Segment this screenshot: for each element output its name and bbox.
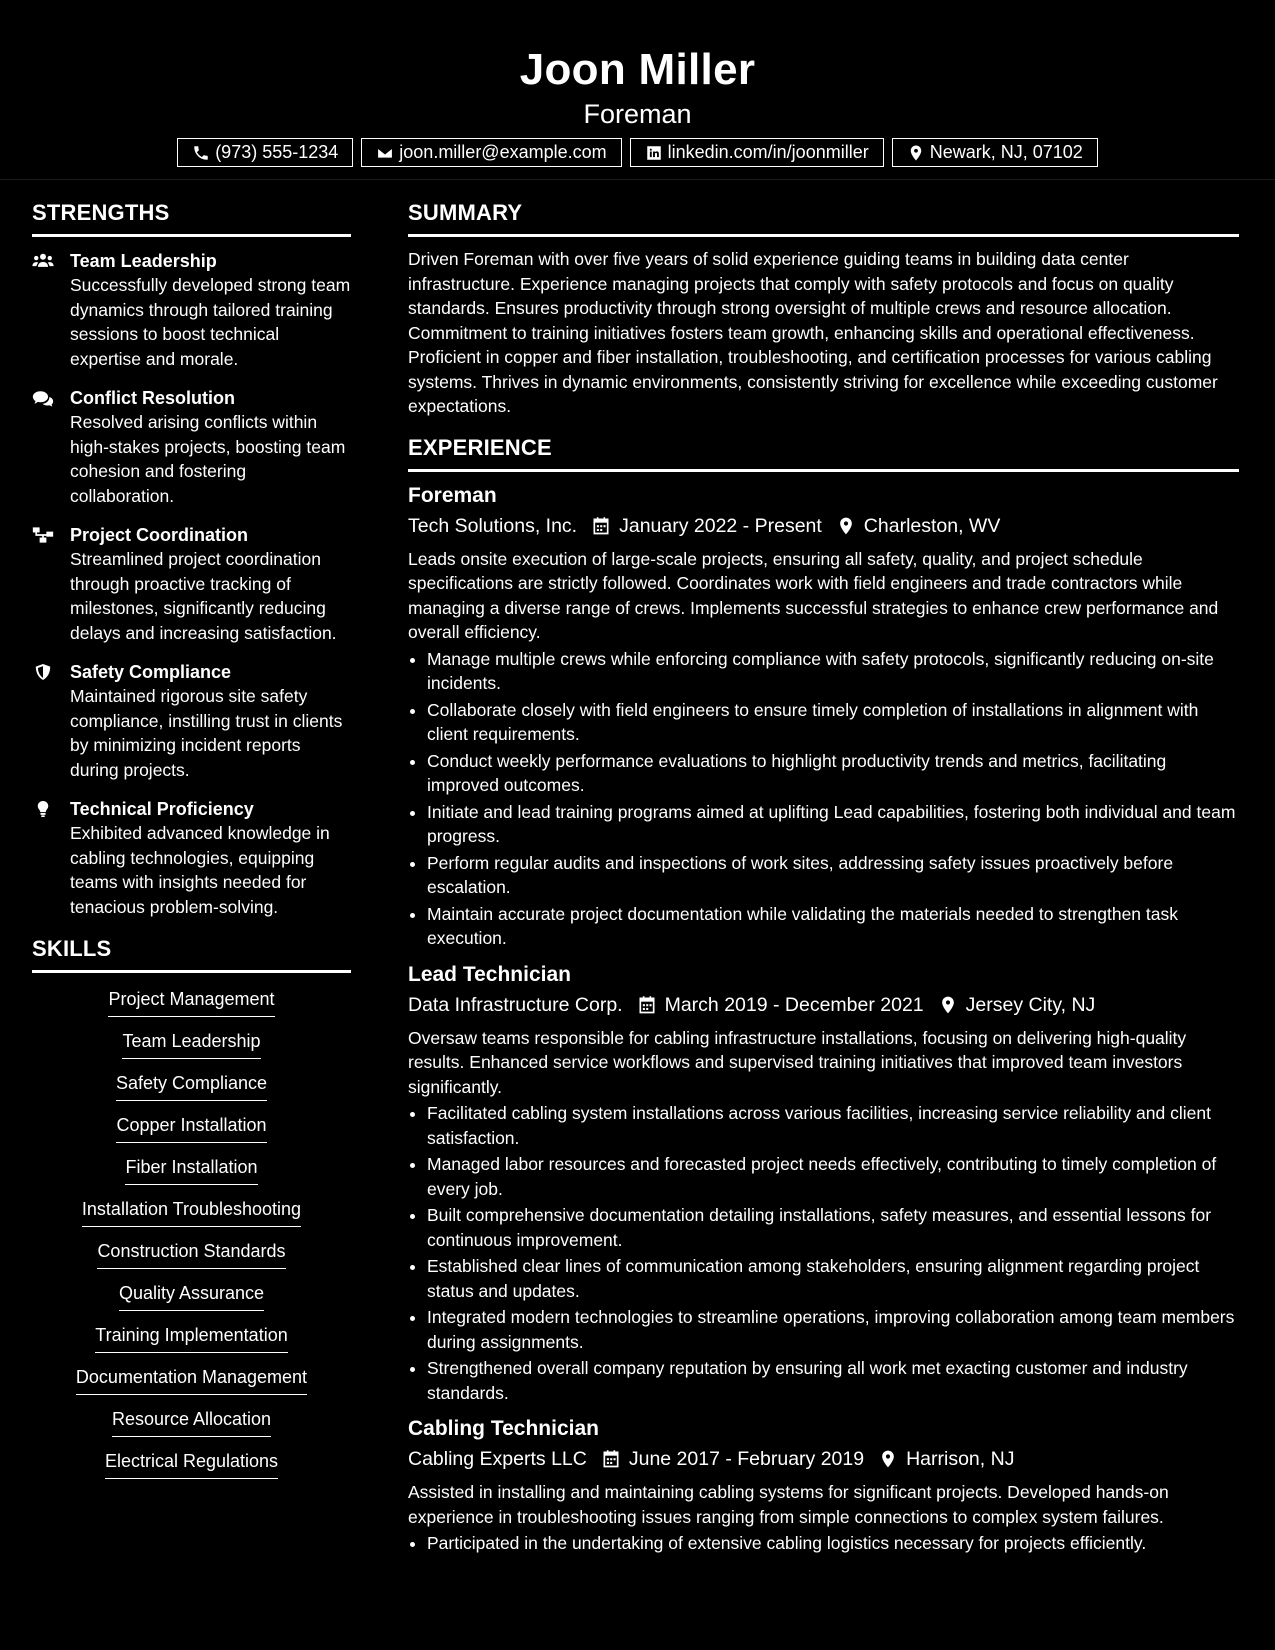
contact-linkedin[interactable]: [630, 138, 884, 167]
strength-title: Safety Compliance: [70, 662, 232, 682]
skill-tag: Documentation Management: [76, 1365, 307, 1395]
strength-desc: Exhibited advanced knowledge in cabling technologies, equipping teams with insights needed for tenacious problem-solving.: [70, 823, 330, 917]
comments-icon: [32, 388, 54, 408]
job-bullet: • Managed labor resources and forecasted project needs effectively, contributing to timely completion of every job.: [427, 1152, 1239, 1201]
skill-tag: Construction Standards: [97, 1239, 285, 1269]
job-meta: [408, 512, 1239, 540]
map-pin-icon: [907, 144, 925, 162]
job-location: Jersey City, NJ: [965, 993, 1096, 1016]
strengths-list: [32, 249, 351, 919]
shield-icon: [32, 662, 54, 682]
job-dates: January 2022 - Present: [619, 514, 822, 537]
job-bullet: • Conduct weekly performance evaluations to highlight productivity trends and metrics, facilitating improved outcomes.: [427, 749, 1239, 798]
contact-location[interactable]: [892, 138, 1098, 167]
skills-heading: SKILLS: [32, 934, 351, 973]
job-title: Lead Technician: [408, 962, 571, 986]
strength-item: [32, 386, 351, 508]
job-company: Cabling Experts LLC: [408, 1448, 587, 1470]
skill-tag: Resource Allocation: [112, 1407, 271, 1437]
job-bullet: • Facilitated cabling system installations across various facilities, increasing service reliability and client satisfaction.: [427, 1101, 1239, 1150]
job-title: Cabling Technician: [408, 1417, 599, 1440]
calendar-icon: [637, 995, 657, 1015]
job-entry: [408, 1415, 1239, 1556]
experience-heading: EXPERIENCE: [408, 433, 1239, 472]
job-bullet: • Built comprehensive documentation detailing installations, safety measures, and essential lessons for continuous improvement.: [427, 1203, 1239, 1252]
linkedin-icon: [645, 144, 663, 162]
job-bullet: • Maintain accurate project documentation while validating the materials needed to strengthen task execution.: [427, 902, 1239, 951]
contact-email[interactable]: [361, 138, 621, 167]
job-location: Harrison, NJ: [906, 1448, 1015, 1470]
skill-tag: Copper Installation: [116, 1113, 266, 1143]
map-pin-icon: [836, 516, 856, 536]
map-pin-icon: [878, 1449, 898, 1469]
job-bullet: • Collaborate closely with field engineers to ensure timely completion of installations in alignment with client requirements.: [427, 698, 1239, 747]
contact-phone[interactable]: [177, 138, 353, 167]
experience-section: [408, 433, 1239, 1556]
strength-title: Technical Proficiency: [70, 799, 254, 819]
job-title: Foreman: [408, 483, 497, 507]
skill-tag: Fiber Installation: [125, 1155, 257, 1185]
strength-desc: Maintained rigorous site safety compliance, instilling trust in clients by minimizing incident reports during projects.: [70, 686, 343, 780]
calendar-icon: [591, 516, 611, 536]
right-column: [408, 198, 1239, 1558]
skill-tag: Training Implementation: [95, 1323, 287, 1353]
strength-title: Project Coordination: [70, 525, 249, 545]
job-bullet: • Perform regular audits and inspections of work sites, addressing safety issues proactively before escalation.: [427, 851, 1239, 900]
contact-bar: [0, 138, 1275, 167]
map-pin-icon: [938, 995, 958, 1015]
envelope-icon: [376, 144, 394, 162]
strengths-heading: STRENGTHS: [32, 198, 351, 237]
summary-heading: SUMMARY: [408, 198, 1239, 237]
strength-item: [32, 523, 351, 645]
strength-desc: Successfully developed strong team dynamics through tailored training sessions to boost technical expertise and morale.: [70, 275, 351, 369]
job-dates: March 2019 - December 2021: [664, 993, 924, 1016]
job-bullets: [408, 647, 1239, 951]
job-description: Oversaw teams responsible for cabling infrastructure installations, focusing on delivering high-quality results. Enhanced service workflows and supervised training initiatives that improved team investors significantly.: [408, 1027, 1187, 1097]
strength-title: Team Leadership: [70, 251, 217, 271]
job-bullet: • Integrated modern technologies to streamline operations, improving collaboration among team members during assignments.: [427, 1305, 1239, 1354]
users-icon: [32, 251, 54, 271]
strength-item: [32, 660, 351, 782]
job-bullet: • Manage multiple crews while enforcing compliance with safety protocols, significantly reducing on-site incidents.: [427, 647, 1239, 696]
left-column: [32, 198, 351, 1491]
skill-tag: Installation Troubleshooting: [82, 1197, 301, 1227]
job-bullet: • Strengthened overall company reputation by ensuring all work met exacting customer and industry standards.: [427, 1356, 1239, 1405]
job-company: Tech Solutions, Inc.: [408, 514, 578, 537]
strength-desc: Streamlined project coordination through proactive tracking of milestones, significantly reducing delays and increasing satisfaction.: [70, 549, 337, 643]
skill-tag: Electrical Regulations: [105, 1449, 278, 1479]
email-text: joon.miller@example.com: [399, 142, 607, 162]
job-bullet: • Initiate and lead training programs aimed at uplifting Lead capabilities, fostering both individual and team progress.: [427, 800, 1239, 849]
job-bullets: [408, 1101, 1239, 1405]
job-entry: [408, 482, 1239, 951]
job-bullet: • Participated in the undertaking of extensive cabling logistics necessary for projects efficiently.: [427, 1531, 1239, 1556]
job-bullets: [408, 1531, 1239, 1556]
job-dates: June 2017 - February 2019: [628, 1448, 865, 1470]
linkedin-text: linkedin.com/in/joonmiller: [667, 142, 869, 162]
skills-list: [32, 987, 351, 1491]
phone-text: (973) 555-1234: [215, 142, 339, 162]
job-bullet: • Established clear lines of communication among stakeholders, ensuring alignment regarding project status and updates.: [427, 1254, 1239, 1303]
candidate-name: Joon Miller: [519, 45, 756, 94]
job-description: Assisted in installing and maintaining cabling systems for significant projects. Developed hands-on experience in troubleshooting issues ranging from simple connections to complex system failures.: [408, 1482, 1169, 1527]
skill-tag: Team Leadership: [122, 1029, 260, 1059]
skill-tag: Safety Compliance: [116, 1071, 267, 1101]
strength-item: [32, 249, 351, 371]
candidate-role: Foreman: [583, 99, 692, 129]
job-meta: [408, 991, 1239, 1019]
lightbulb-icon: [32, 799, 54, 819]
strength-desc: Resolved arising conflicts within high-stakes projects, boosting team cohesion and fostering collaboration.: [70, 412, 346, 506]
strength-title: Conflict Resolution: [70, 388, 235, 408]
skill-tag: Quality Assurance: [119, 1281, 264, 1311]
strength-item: [32, 797, 351, 919]
skill-tag: Project Management: [108, 987, 274, 1017]
calendar-icon: [601, 1449, 621, 1469]
job-description: Leads onsite execution of large-scale projects, ensuring all safety, quality, and project schedule specifications are strictly followed. Coordinates work with field engineers and trade contractors while managing a diverse range of crews. Implements successful strategies to enhance crew performance and overall efficiency.: [408, 548, 1219, 642]
skills-section: [32, 934, 351, 1491]
job-meta: [408, 1445, 1239, 1473]
resume-header: [0, 0, 1275, 180]
summary-text: Driven Foreman with over five years of solid experience guiding teams in building data center infrastructure. Experience managing projects that comply with safety protocols and focus on quality standards. Ensures productivity through strong oversight of multiple crews and resource allocation. Commitment to training initiatives fosters team growth, enhancing skills and operational effectiveness. Proficient in copper and fiber installation, troubleshooting, and certification processes for various cabling systems. Thrives in dynamic environments, consistently striving for excellence while exceeding customer expectations.: [408, 249, 1218, 416]
job-company: Data Infrastructure Corp.: [408, 993, 623, 1016]
job-entry: [408, 961, 1239, 1406]
job-location: Charleston, WV: [863, 514, 1001, 537]
location-text: Newark, NJ, 07102: [929, 142, 1083, 162]
phone-icon: [192, 144, 210, 162]
sitemap-icon: [32, 525, 54, 545]
